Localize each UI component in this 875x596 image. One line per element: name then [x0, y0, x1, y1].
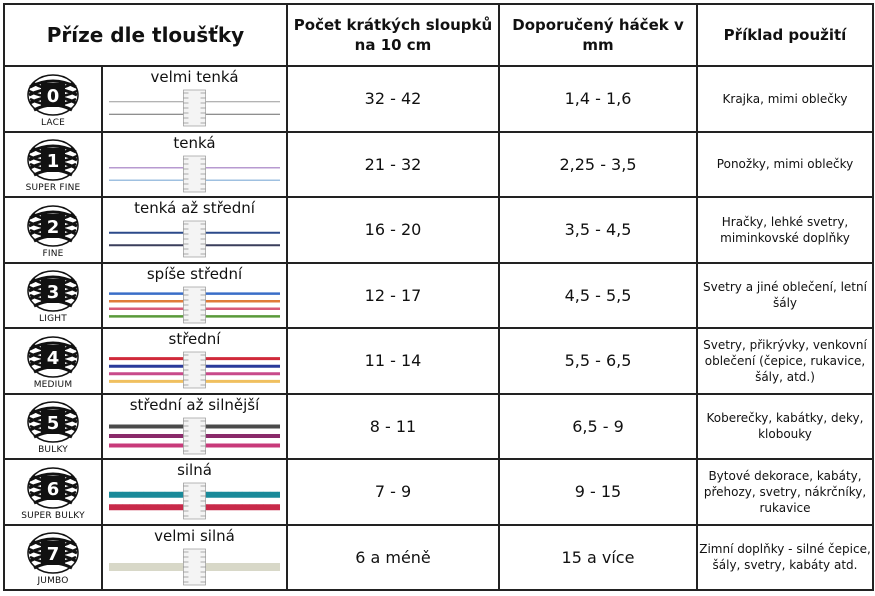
yarn-symbol-cell	[4, 328, 102, 394]
hook-size-cell: 5,5 - 6,5	[499, 328, 697, 394]
yarn-category-label: BULKY	[38, 445, 68, 456]
yarn-skein-icon	[25, 204, 81, 248]
yarn-skein-icon	[25, 531, 81, 575]
yarn-category-label: LIGHT	[39, 314, 67, 325]
yarn-weight-label: velmi silná	[154, 526, 235, 545]
hook-size-cell: 3,5 - 4,5	[499, 197, 697, 263]
yarn-sample-image	[109, 220, 280, 258]
yarn-weight-label: tenká až střední	[134, 199, 255, 217]
yarn-number: 1	[46, 151, 60, 173]
yarn-weight-label: spíše střední	[146, 264, 243, 283]
yarn-sample-image	[109, 89, 280, 127]
yarn-skein-icon	[25, 400, 81, 444]
yarn-skein-icon	[25, 466, 81, 510]
hook-size-cell: 6,5 - 9	[499, 394, 697, 460]
yarn-sample-image	[109, 155, 280, 193]
yarn-symbol-cell	[4, 459, 102, 525]
header-hook: Doporučený háček v mm	[499, 4, 697, 66]
yarn-sample-cell	[102, 525, 287, 591]
stitch-count-cell: 16 - 20	[287, 197, 499, 263]
yarn-skein-icon	[25, 335, 81, 379]
yarn-number: 0	[46, 85, 60, 107]
stitch-count-cell: 6 a méně	[287, 525, 499, 591]
yarn-number: 7	[46, 544, 60, 566]
stitch-count-cell: 7 - 9	[287, 459, 499, 525]
table-row	[4, 66, 873, 132]
yarn-skein-icon	[25, 73, 81, 117]
usage-cell: Svetry a jiné oblečení, letní šály	[697, 263, 873, 329]
hook-size-cell: 1,4 - 1,6	[499, 66, 697, 132]
yarn-weight-label: střední	[168, 330, 221, 348]
yarn-category-label: FINE	[42, 248, 64, 259]
yarn-number: 3	[46, 282, 60, 304]
usage-cell: Zimní doplňky - silné čepice, šály, svetry, kabáty atd.	[697, 525, 873, 591]
yarn-sample-cell	[102, 328, 287, 394]
yarn-number: 5	[46, 413, 60, 435]
yarn-symbol-cell	[4, 394, 102, 460]
stitch-count-cell: 11 - 14	[287, 328, 499, 394]
yarn-symbol-cell	[4, 66, 102, 132]
yarn-sample-cell	[102, 66, 287, 132]
yarn-symbol-cell	[4, 525, 102, 591]
usage-cell: Ponožky, mimi oblečky	[697, 132, 873, 198]
yarn-weight-label: silná	[177, 461, 212, 479]
hook-size-cell: 9 - 15	[499, 459, 697, 525]
yarn-sample-image	[109, 482, 280, 520]
yarn-sample-cell	[102, 197, 287, 263]
yarn-number: 6	[46, 478, 60, 500]
hook-size-cell: 2,25 - 3,5	[499, 132, 697, 198]
yarn-number: 2	[46, 216, 60, 238]
header-use: Příklad použití	[697, 4, 873, 66]
yarn-category-label: JUMBO	[37, 576, 69, 587]
yarn-weight-table	[3, 3, 874, 591]
stitch-count-cell: 12 - 17	[287, 263, 499, 329]
yarn-weight-label: střední až silnější	[129, 395, 260, 414]
yarn-number: 4	[46, 347, 60, 369]
stitch-count-cell: 8 - 11	[287, 394, 499, 460]
table-row	[4, 132, 873, 198]
hook-size-cell: 4,5 - 5,5	[499, 263, 697, 329]
table-header-row	[4, 4, 873, 66]
yarn-skein-icon	[25, 269, 81, 313]
yarn-category-label: LACE	[41, 117, 65, 128]
table-row	[4, 263, 873, 329]
table-row	[4, 525, 873, 591]
yarn-symbol-cell	[4, 263, 102, 329]
usage-cell: Krajka, mimi oblečky	[697, 66, 873, 132]
header-stitches: Počet krátkých sloupků na 10 cm	[287, 4, 499, 66]
yarn-sample-cell	[102, 263, 287, 329]
yarn-weight-label: tenká	[173, 133, 216, 152]
table-row	[4, 394, 873, 460]
yarn-sample-image	[109, 286, 280, 324]
table-row	[4, 328, 873, 394]
yarn-sample-image	[109, 351, 280, 389]
yarn-sample-cell	[102, 394, 287, 460]
usage-cell: Hračky, lehké svetry, miminkovské doplňky	[697, 197, 873, 263]
yarn-category-label: SUPER FINE	[25, 183, 81, 194]
usage-cell: Bytové dekorace, kabáty, přehozy, svetry, nákrčníky, rukavice	[697, 459, 873, 525]
table-row	[4, 197, 873, 263]
yarn-sample-image	[109, 417, 280, 455]
yarn-category-label: SUPER BULKY	[21, 510, 85, 521]
yarn-skein-icon	[25, 138, 81, 182]
yarn-weight-label: velmi tenká	[150, 68, 239, 86]
yarn-sample-cell	[102, 459, 287, 525]
usage-cell: Koberečky, kabátky, deky, klobouky	[697, 394, 873, 460]
yarn-symbol-cell	[4, 132, 102, 198]
yarn-symbol-cell	[4, 197, 102, 263]
yarn-sample-cell	[102, 132, 287, 198]
usage-cell: Svetry, přikrývky, venkovní oblečení (čepice, rukavice, šály, atd.)	[697, 328, 873, 394]
yarn-sample-image	[109, 548, 280, 586]
stitch-count-cell: 21 - 32	[287, 132, 499, 198]
yarn-category-label: MEDIUM	[33, 379, 73, 390]
hook-size-cell: 15 a více	[499, 525, 697, 591]
stitch-count-cell: 32 - 42	[287, 66, 499, 132]
table-row	[4, 459, 873, 525]
table-title: Příze dle tloušťky	[4, 4, 287, 66]
